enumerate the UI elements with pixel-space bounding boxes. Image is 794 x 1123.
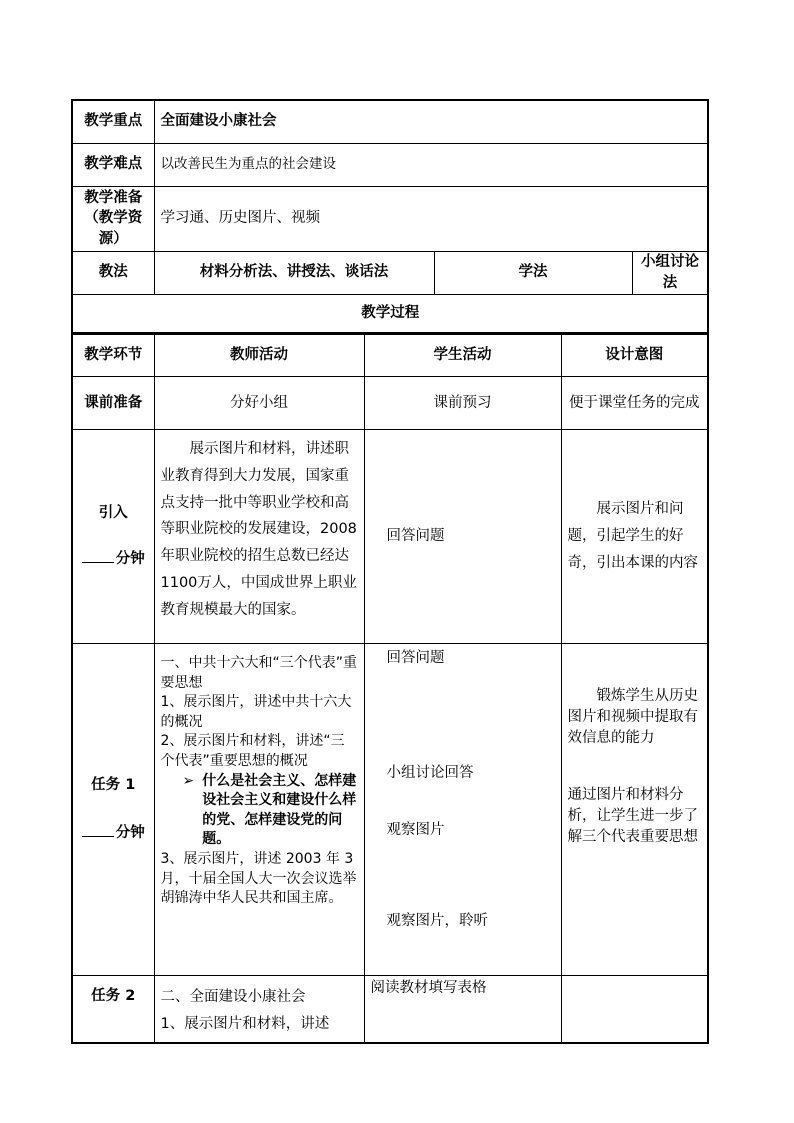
key-point-row [72,100,708,143]
task1-minutes [79,822,148,844]
task1-intent-2: 通过图片和材料分析，让学生进一步了解三个代表重要思想 [567,787,698,846]
arrow-bullet-icon: ➢ [182,772,195,789]
task2-row [72,976,708,1043]
task1-stage [72,644,154,976]
task1-minutes-label: 分钟 [115,825,145,842]
prep-intent: 便于课堂任务的完成 [561,377,708,430]
minutes-blank [82,548,114,563]
task1-row [72,644,708,976]
prep-teacher-activity: 分好小组 [154,377,364,430]
prep-stage-row [72,377,708,430]
task1-intent-1: 锻炼学生从历史图片和视频中提取有效信息的能力 [567,688,698,747]
column-header-row [72,335,708,377]
task1-student-1: 回答问题 [386,650,445,667]
intro-teacher-text: 展示图片和材料，讲述职业教育得到大力发展，国家重点支持一批中等职业学校和高等职业院校的发展建设，2008年职业院校的招生总数已经达1100万人，中国成世界上职业教育规模最大的国家。 [160,441,357,618]
task2-teacher-1: 二、全面建设小康社会 [160,989,306,1006]
task1-stage-label: 任务 1 [91,777,136,794]
task2-teacher-2: 1、展示图片和材料，讲述 [160,1015,330,1032]
task1-teacher-step2: 2、展示图片和材料，讲述“三个代表”重要思想的概况 [160,733,345,769]
task2-intent [561,976,708,1043]
prep-stage-label: 课前准备 [72,377,154,430]
process-title-row [72,294,708,333]
lesson-plan [71,99,707,1044]
key-point-label: 教学重点 [72,100,154,143]
key-point-value: 全面建设小康社会 [154,100,708,143]
difficulty-label: 教学难点 [72,143,154,186]
method-value: 材料分析法、讲授法、谈话法 [154,251,434,294]
intro-teacher-activity [154,430,364,644]
prep-student-activity: 课前预习 [364,377,561,430]
task1-teacher-step3: 3、展示图片，讲述 2003 年 3 月，十届全国人大一次会议选举胡锦涛中华人民共和国主席。 [160,850,357,907]
column-header-teacher: 教师活动 [154,335,364,377]
intro-minutes [79,548,148,570]
prep-value: 学习通、历史图片、视频 [154,186,708,251]
difficulty-row [72,143,708,186]
task1-student-activity [364,644,561,976]
process-title: 教学过程 [72,294,708,333]
column-header-student: 学生活动 [364,335,561,377]
method-label: 教法 [72,251,154,294]
task1-teacher-activity [154,644,364,976]
task1-teacher-step1: 1、展示图片，讲述中共十六大的概况 [160,694,352,730]
intro-intent-text: 展示图片和问题，引起学生的好奇，引出本课的内容 [567,501,698,571]
intro-intent [561,430,708,644]
column-header-intent: 设计意图 [561,335,708,377]
task1-student-2: 小组讨论回答 [386,765,474,782]
prep-label: 教学准备（教学资源） [72,186,154,251]
process-table [71,334,709,1044]
intro-student-activity: 回答问题 [364,430,561,644]
minutes-blank [82,822,114,837]
task1-student-3: 观察图片 [386,822,445,839]
intro-stage [72,430,154,644]
intro-minutes-label: 分钟 [115,551,145,568]
intro-stage-label: 引入 [98,505,128,522]
method-row [72,251,708,294]
intro-row [72,430,708,644]
task2-student-activity: 阅读教材填写表格 [364,976,561,1043]
lesson-plan-table [71,99,709,334]
task1-student-4: 观察图片，聆听 [386,913,488,930]
prep-row [72,186,708,251]
task1-teacher-bullet-text: 什么是社会主义、怎样建设社会主义和建设什么样的党、怎样建设党的问题。 [202,772,357,848]
task1-intent [561,644,708,976]
task1-teacher-heading: 一、中共十六大和“三个代表”重要思想 [160,655,358,691]
task1-teacher-bullet [161,772,358,850]
study-label: 学法 [434,251,632,294]
column-header-stage: 教学环节 [72,335,154,377]
task2-stage-label: 任务 2 [72,976,154,1043]
difficulty-value: 以改善民生为重点的社会建设 [154,143,708,186]
task2-teacher-activity [154,976,364,1043]
study-value: 小组讨论法 [632,251,708,294]
